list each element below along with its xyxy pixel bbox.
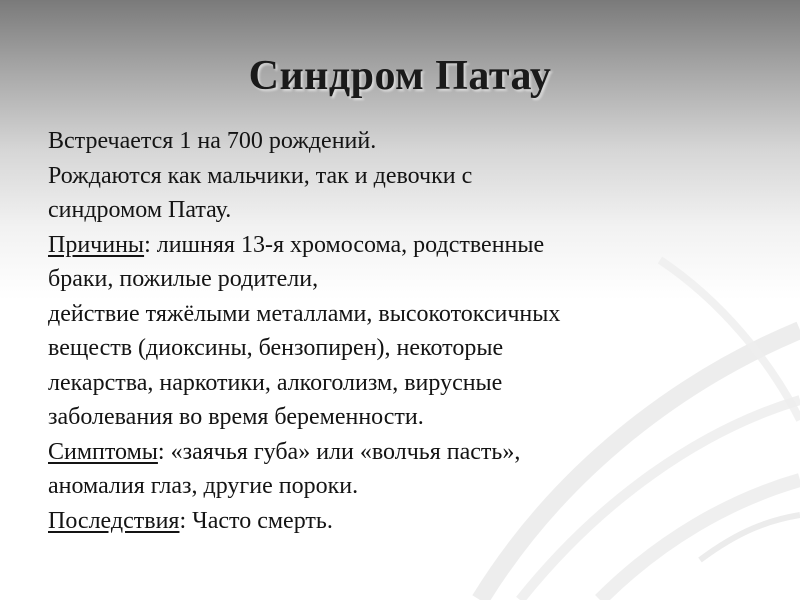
consequences-label: Последствия: [48, 507, 180, 534]
text-line-causes-3: действие тяжёлыми металлами, высокотоксичных: [48, 300, 561, 327]
text-line-causes-5: лекарства, наркотики, алкоголизм, вирусные: [48, 369, 503, 396]
text-line-incidence: Встречается 1 на 700 рождений.: [48, 128, 377, 154]
symptoms-label: Симптомы: [48, 438, 158, 465]
text-line-causes-4: веществ (диоксины, бензопирен), некоторые: [48, 335, 504, 361]
text-line-gender-cont: синдромом Патау.: [48, 197, 232, 223]
slide-title: Синдром Патау: [248, 53, 552, 99]
causes-text: : лишняя 13-я хромосома, родственные: [144, 231, 545, 258]
text-line-causes-2: браки, пожилые родители,: [48, 266, 319, 292]
causes-line: [48, 228, 728, 263]
symptoms-text: : «заячья губа» или «волчья пасть»,: [157, 438, 521, 465]
consequences-line: [48, 504, 728, 539]
text-line-symptoms-2: аномалия глаз, другие пороки.: [48, 473, 359, 499]
text-line-causes-6: заболевания во время беременности.: [48, 404, 424, 430]
consequences-text: : Часто смерть.: [179, 507, 333, 534]
causes-label: Причины: [48, 231, 145, 258]
slide-body: [48, 124, 728, 538]
text-line-gender: Рождаются как мальчики, так и девочки с: [48, 162, 473, 189]
symptoms-line: [48, 435, 728, 470]
